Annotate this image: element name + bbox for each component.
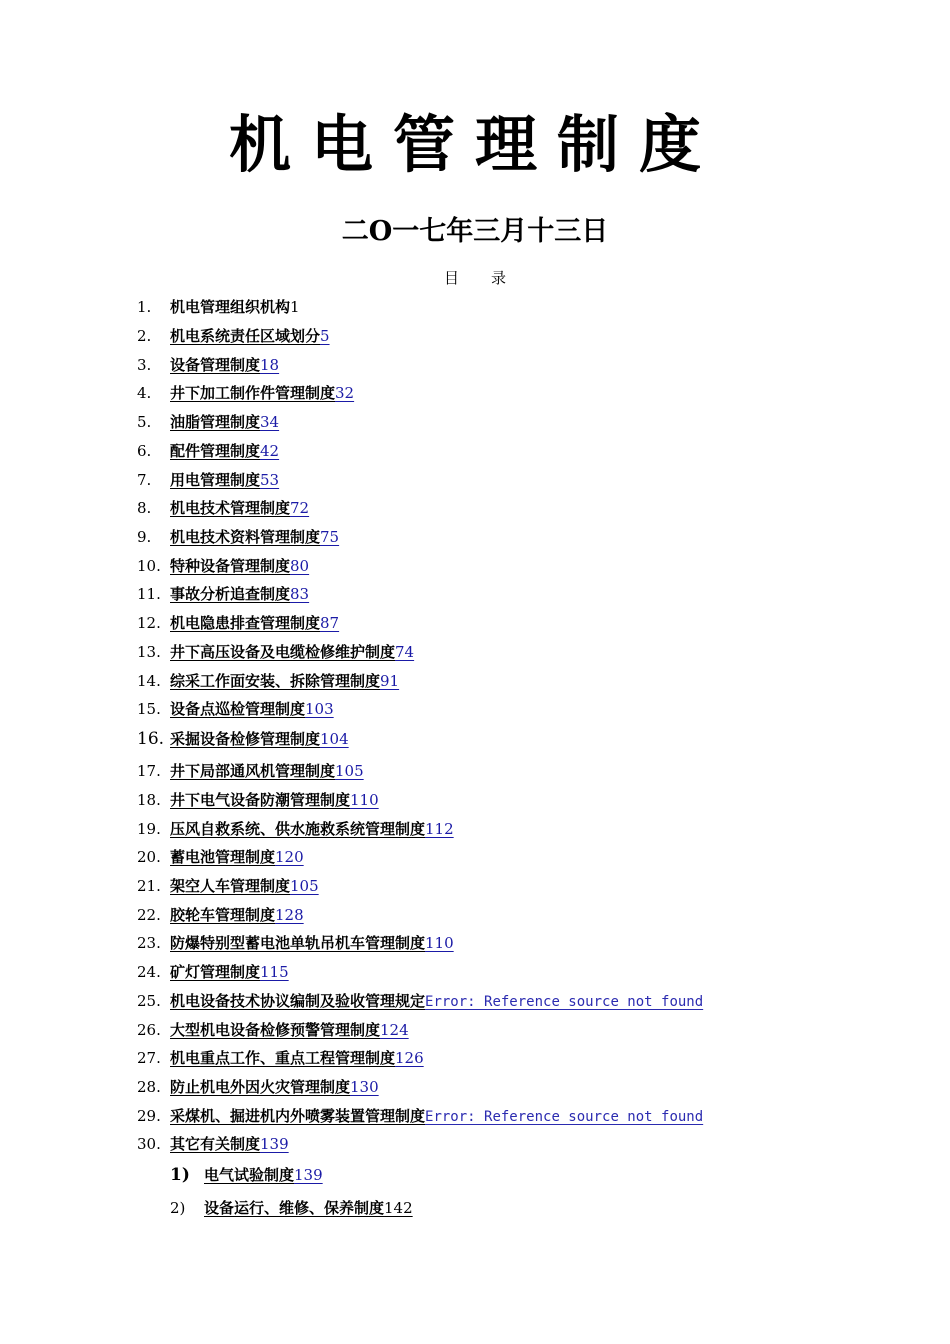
toc-entry-number: 26.	[137, 1021, 161, 1039]
toc-entry-label: 机电设备技术协议编制及验收管理规定	[170, 992, 426, 1010]
toc-entry-number: 12.	[137, 614, 161, 632]
toc-entry-label: 设备运行、维修、保养制度	[204, 1199, 385, 1217]
toc-entry-number: 20.	[137, 848, 161, 866]
toc-entry-number: 16.	[137, 729, 165, 749]
toc-entry-number: 9.	[137, 528, 152, 546]
toc-entry-link[interactable]	[170, 525, 339, 549]
toc-entry-number: 29.	[137, 1107, 161, 1125]
toc-entry-link[interactable]	[170, 468, 279, 492]
toc-entry-number: 17.	[137, 762, 161, 780]
toc-entry-page-number: 128	[275, 906, 304, 924]
toc-entry-link[interactable]	[170, 759, 364, 783]
toc-entry-number: 5.	[137, 413, 152, 431]
toc-heading-right: 录	[491, 269, 507, 287]
toc-entry-label: 用电管理制度	[170, 471, 261, 489]
toc-entry-page-number: 75	[320, 528, 340, 546]
toc-entry-label: 大型机电设备检修预警管理制度	[170, 1021, 381, 1039]
document-title: 机电管理制度	[228, 108, 721, 181]
toc-entry-number: 15.	[137, 700, 161, 718]
toc-entry-page-number: 18	[260, 356, 280, 374]
toc-entry-label: 设备管理制度	[170, 356, 261, 374]
toc-entry-number: 25.	[137, 992, 161, 1010]
toc-entry-label: 防止机电外因火灾管理制度	[170, 1078, 351, 1096]
toc-entry-link[interactable]	[170, 582, 309, 606]
toc-entry-link[interactable]	[170, 669, 399, 693]
toc-entry-reference-error: Error: Reference source not found	[425, 1109, 704, 1125]
toc-entry-label: 油脂管理制度	[170, 413, 261, 431]
toc-entry-link[interactable]	[170, 1075, 379, 1099]
toc-entry-page-number: 130	[350, 1078, 379, 1096]
toc-entry-page-number: 110	[425, 934, 454, 952]
toc-entry-label: 机电系统责任区域划分	[170, 327, 321, 345]
toc-entry-label: 井下加工制作件管理制度	[170, 384, 336, 402]
toc-entry-label: 机电技术管理制度	[170, 499, 291, 517]
toc-entry-page-number: 104	[320, 730, 349, 748]
toc-entry-label: 综采工作面安装、拆除管理制度	[170, 672, 381, 690]
toc-entry-link[interactable]	[170, 817, 454, 841]
toc-entry-number: 14.	[137, 672, 161, 690]
document-date: 二O一七年三月十三日	[341, 216, 609, 247]
toc-entry-number: 19.	[137, 820, 161, 838]
toc-entry-label: 井下高压设备及电缆检修维护制度	[170, 643, 396, 661]
toc-entry-number: 24.	[137, 963, 161, 981]
toc-entry-page-number: 115	[260, 963, 289, 981]
toc-entry-number: 10.	[137, 557, 161, 575]
toc-entry-label: 机电技术资料管理制度	[170, 528, 321, 546]
toc-entry-link[interactable]	[170, 410, 279, 434]
toc-entry-link[interactable]	[170, 1046, 424, 1070]
toc-entry-number: 6.	[137, 442, 152, 460]
toc-entry-number: 11.	[137, 585, 161, 603]
toc-entry-link[interactable]	[170, 640, 414, 664]
toc-entry-link[interactable]	[170, 554, 309, 578]
toc-entry-link[interactable]	[170, 1018, 409, 1042]
toc-entry-link[interactable]	[170, 903, 304, 927]
toc-entry-link[interactable]	[170, 439, 279, 463]
toc-entry-label: 事故分析追查制度	[170, 585, 291, 603]
toc-entry-label: 井下电气设备防潮管理制度	[170, 791, 351, 809]
toc-entry-link[interactable]	[170, 960, 289, 984]
toc-entry-page-number: 1	[290, 298, 300, 316]
toc-entry-link[interactable]	[170, 611, 339, 635]
toc-entry-link[interactable]	[170, 874, 319, 898]
toc-entry-page-number: 91	[380, 672, 400, 690]
toc-entry-label: 采掘设备检修管理制度	[170, 730, 321, 748]
toc-entry-number: 1)	[170, 1165, 190, 1185]
toc-entry-link[interactable]	[170, 295, 300, 319]
toc-entry-link[interactable]	[170, 353, 279, 377]
toc-entry-page-number: 105	[335, 762, 364, 780]
toc-entry-page-number: 80	[290, 557, 310, 575]
toc-entry-page-number: 42	[260, 442, 280, 460]
toc-entry-number: 2.	[137, 327, 152, 345]
toc-entry-number: 30.	[137, 1135, 161, 1153]
toc-entry-number: 23.	[137, 934, 161, 952]
toc-entry-label: 矿灯管理制度	[170, 963, 261, 981]
toc-entry-page-number: 126	[395, 1049, 424, 1067]
toc-entry-page-number: 72	[290, 499, 310, 517]
toc-entry-number: 3.	[137, 356, 152, 374]
toc-entry-number: 13.	[137, 643, 161, 661]
toc-entry-label: 胶轮车管理制度	[170, 906, 276, 924]
toc-entry-page-number: 74	[395, 643, 415, 661]
toc-heading	[0, 266, 950, 290]
toc-entry-number: 21.	[137, 877, 161, 895]
toc-entry-page-number: 139	[260, 1135, 289, 1153]
toc-entry-label: 井下局部通风机管理制度	[170, 762, 336, 780]
toc-entry-label: 设备点巡检管理制度	[170, 700, 306, 718]
toc-entry-link[interactable]	[170, 697, 334, 721]
toc-entry-label: 防爆特别型蓄电池单轨吊机车管理制度	[170, 934, 426, 952]
toc-entry-link[interactable]	[170, 931, 454, 955]
toc-entry-page-number: 124	[380, 1021, 409, 1039]
toc-entry-label: 其它有关制度	[170, 1135, 261, 1153]
toc-entry-label: 架空人车管理制度	[170, 877, 291, 895]
toc-entry-label: 电气试验制度	[204, 1166, 295, 1184]
toc-entry-label: 配件管理制度	[170, 442, 261, 460]
toc-entry-label: 特种设备管理制度	[170, 557, 291, 575]
toc-entry-number: 2)	[170, 1199, 186, 1217]
toc-entry-number: 22.	[137, 906, 161, 924]
toc-entry-page-number: 112	[425, 820, 454, 838]
toc-entry-link[interactable]	[204, 1163, 323, 1187]
toc-entry-link[interactable]	[170, 1132, 289, 1156]
toc-entry-number: 4.	[137, 384, 152, 402]
toc-entry-page-number: 120	[275, 848, 304, 866]
toc-heading-left: 目	[443, 269, 459, 287]
toc-entry-page-number: 110	[350, 791, 379, 809]
toc-entry-link[interactable]	[170, 324, 330, 348]
toc-entry-page-number: 142	[384, 1199, 413, 1217]
toc-entry-link[interactable]	[170, 496, 309, 520]
toc-entry-page-number: 34	[260, 413, 280, 431]
toc-entry-reference-error: Error: Reference source not found	[425, 994, 704, 1010]
toc-entry-link[interactable]	[204, 1196, 413, 1220]
toc-entry-label: 机电重点工作、重点工程管理制度	[170, 1049, 396, 1067]
toc-entry-number: 27.	[137, 1049, 161, 1067]
toc-entry-number: 28.	[137, 1078, 161, 1096]
toc-entry-label: 机电隐患排查管理制度	[170, 614, 321, 632]
toc-entry-number: 7.	[137, 471, 152, 489]
toc-entry-page-number: 83	[290, 585, 310, 603]
toc-entry-page-number: 105	[290, 877, 319, 895]
toc-entry-page-number: 53	[260, 471, 280, 489]
toc-entry-link[interactable]	[170, 1104, 703, 1129]
toc-entry-number: 18.	[137, 791, 161, 809]
toc-entry-link[interactable]	[170, 788, 379, 812]
toc-entry-label: 蓄电池管理制度	[170, 848, 276, 866]
toc-entry-page-number: 5	[320, 327, 330, 345]
toc-entry-page-number: 139	[294, 1166, 323, 1184]
toc-entry-page-number: 103	[305, 700, 334, 718]
toc-entry-number: 1.	[137, 298, 152, 316]
toc-entry-page-number: 32	[335, 384, 355, 402]
toc-entry-number: 8.	[137, 499, 152, 517]
toc-entry-link[interactable]	[170, 381, 354, 405]
toc-entry-page-number: 87	[320, 614, 340, 632]
toc-entry-label: 机电管理组织机构	[170, 298, 291, 316]
toc-entry-link[interactable]	[170, 727, 349, 751]
toc-entry-link[interactable]	[170, 845, 304, 869]
toc-entry-label: 压风自救系统、供水施救系统管理制度	[170, 820, 426, 838]
toc-entry-label: 采煤机、掘进机内外喷雾装置管理制度	[170, 1107, 426, 1125]
toc-entry-link[interactable]	[170, 989, 703, 1014]
